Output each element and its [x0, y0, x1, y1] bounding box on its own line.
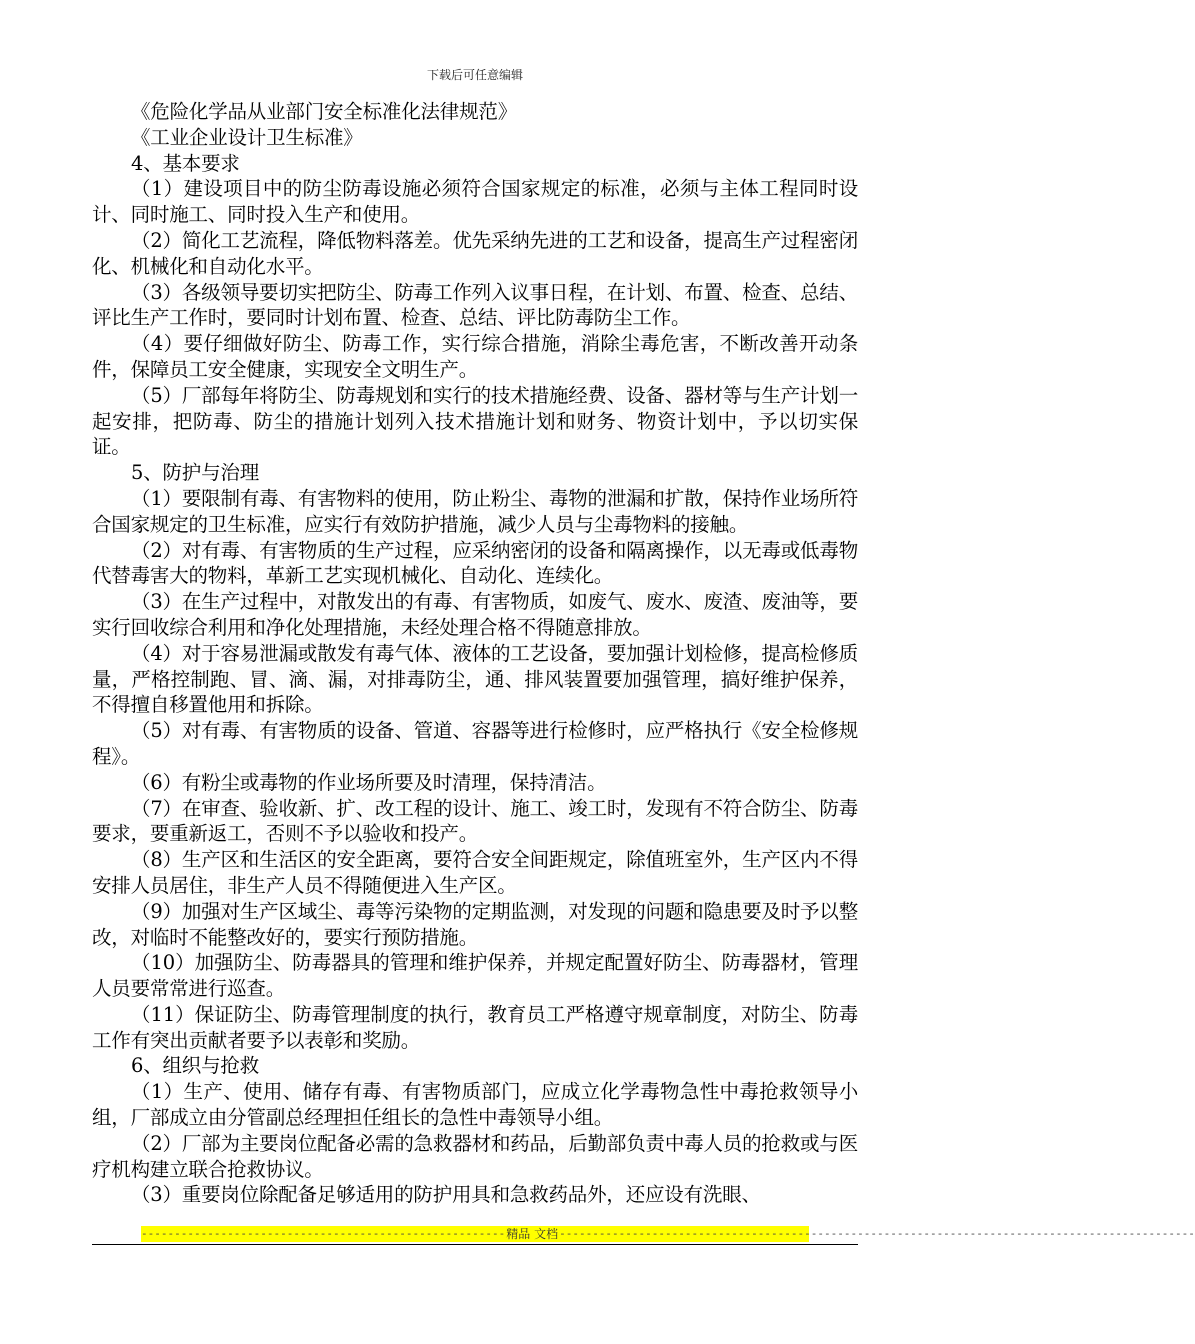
reference-title: 《危险化学品从业部门安全标准化法律规范》	[131, 100, 518, 123]
paragraph: （1）生产、使用、储存有毒、有害物质部门，应成立化学毒物急性中毒抢救领导小组，厂部成立由分管副总经理担任组长的急性中毒领导小组。	[92, 1080, 858, 1130]
footer-right-dashes: ------------------------------------------------------------------------------------------------	[559, 1227, 1195, 1240]
paragraph: （7）在审查、验收新、扩、改工程的设计、施工、竣工时，发现有不符合防尘、防毒要求，要重新返工，否则不予以验收和投产。	[92, 796, 858, 846]
paragraph: （1）建设项目中的防尘防毒设施必须符合国家规定的标准，必须与主体工程同时设计、同时施工、同时投入生产和使用。	[92, 177, 858, 227]
section-heading: 6、组织与抢救	[131, 1054, 260, 1078]
paragraph: （5）对有毒、有害物质的设备、管道、容器等进行检修时，应严格执行《安全检修规程》。	[92, 719, 858, 768]
paragraph: （2）厂部为主要岗位配备必需的急救器材和药品，后勤部负责中毒人员的抢救或与医疗机构建立联合抢救协议。	[92, 1131, 858, 1181]
footer-left-dashes: -------------------------------------------------------	[141, 1227, 506, 1240]
document-body	[92, 99, 858, 1208]
footer-rule	[92, 1244, 858, 1245]
footer-label: 精品 文档	[506, 1227, 559, 1241]
paragraph: （10）加强防尘、防毒器具的管理和维护保养，并规定配置好防尘、防毒器材，管理人员要常常进行巡查。	[92, 951, 858, 1001]
paragraph: （5）厂部每年将防尘、防毒规划和实行的技术措施经费、设备、器材等与生产计划一起安排，把防毒、防尘的措施计划列入技术措施计划和财务、物资计划中，予以切实保证。	[92, 383, 858, 459]
paragraph: （3）各级领导要切实把防尘、防毒工作列入议事日程，在计划、布置、检查、总结、评比生产工作时，要同时计划布置、检查、总结、评比防毒防尘工作。	[92, 280, 858, 330]
paragraph: （2）简化工艺流程，降低物料落差。优先采纳先进的工艺和设备，提高生产过程密闭化、机械化和自动化水平。	[92, 228, 858, 278]
page-header: 下载后可任意编辑	[426, 68, 523, 82]
section-heading: 4、基本要求	[131, 151, 240, 175]
paragraph: （4）要仔细做好防尘、防毒工作，实行综合措施，消除尘毒危害，不断改善开动条件，保障员工安全健康，实现安全文明生产。	[92, 332, 858, 381]
paragraph: （8）生产区和生活区的安全距离，要符合安全间距规定，除值班室外，生产区内不得安排人员居住，非生产人员不得随便进入生产区。	[92, 848, 858, 897]
reference-title: 《工业企业设计卫生标准》	[131, 125, 363, 149]
paragraph: （6）有粉尘或毒物的作业场所要及时清理，保持清洁。	[131, 770, 607, 794]
footer-highlight-bar	[141, 1226, 1195, 1242]
section-heading: 5、防护与治理	[131, 461, 260, 485]
paragraph: （4）对于容易泄漏或散发有毒气体、液体的工艺设备，要加强计划检修，提高检修质量，严格控制跑、冒、滴、漏，对排毒防尘，通、排风装置要加强管理，搞好维护保养，不得擅自移置他用和拆除。	[92, 641, 858, 717]
paragraph: （3）在生产过程中，对散发出的有毒、有害物质，如废气、废水、废渣、废油等，要实行回收综合利用和净化处理措施，未经处理合格不得随意排放。	[92, 590, 858, 639]
paragraph: （2）对有毒、有害物质的生产过程，应采纳密闭的设备和隔离操作，以无毒或低毒物代替毒害大的物料，革新工艺实现机械化、自动化、连续化。	[92, 538, 858, 588]
paragraph: （1）要限制有毒、有害物料的使用，防止粉尘、毒物的泄漏和扩散，保持作业场所符合国家规定的卫生标准，应实行有效防护措施，减少人员与尘毒物料的接触。	[92, 486, 858, 536]
paragraph: （9）加强对生产区域尘、毒等污染物的定期监测，对发现的问题和隐患要及时予以整改，对临时不能整改好的，要实行预防措施。	[92, 899, 858, 949]
paragraph: （11）保证防尘、防毒管理制度的执行，教育员工严格遵守规章制度，对防尘、防毒工作有突出贡献者要予以表彰和奖励。	[92, 1002, 858, 1052]
paragraph: （3）重要岗位除配备足够适用的防护用具和急救药品外，还应设有洗眼、	[131, 1183, 761, 1207]
